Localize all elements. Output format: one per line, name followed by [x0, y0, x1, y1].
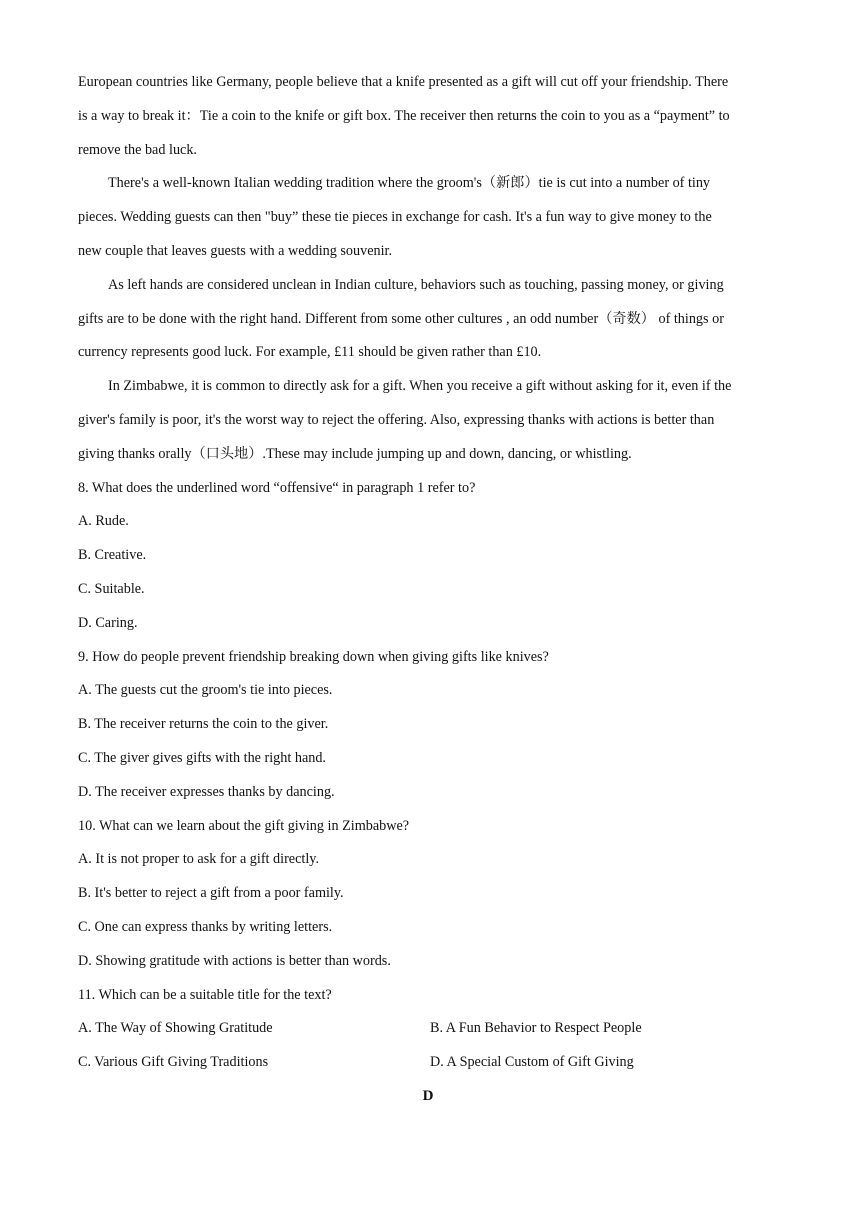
option-d: D. A Special Custom of Gift Giving [430, 1054, 634, 1071]
option-d: D. Showing gratitude with actions is better than words. [78, 952, 391, 969]
option-b: B. Creative. [78, 547, 147, 564]
text-line: remove the bad luck. [78, 141, 197, 158]
option-a: A. The guests cut the groom's tie into pieces. [78, 682, 333, 699]
option-b: B. A Fun Behavior to Respect People [430, 1020, 642, 1037]
text-line: pieces. Wedding guests can then "buy” these tie pieces in exchange for cash. It's a fun way to give money to the [78, 209, 712, 226]
paragraph-india [78, 269, 778, 370]
text-line: new couple that leaves guests with a wedding souvenir. [78, 242, 393, 259]
paragraph-italy [78, 167, 778, 268]
option-b: B. The receiver returns the coin to the giver. [78, 716, 329, 733]
option-c: C. One can express thanks by writing letters. [78, 918, 333, 935]
question-10 [78, 810, 778, 979]
question-8 [78, 472, 778, 641]
text-line: European countries like Germany, people believe that a knife presented as a gift will cut off your friendship. There [78, 74, 729, 90]
options-row [78, 1012, 778, 1046]
question-9 [78, 641, 778, 810]
text-line: giver's family is poor, it's the worst way to reject the offering. Also, expressing thanks with actions is better than [78, 411, 715, 428]
document-page [78, 66, 778, 1114]
question-stem: 9. How do people prevent friendship breaking down when giving gifts like knives? [78, 648, 549, 665]
option-d: D. Caring. [78, 614, 138, 631]
text-line: giving thanks orally（口头地）.These may include jumping up and down, dancing, or whistling. [78, 445, 632, 462]
option-c: C. Suitable. [78, 580, 145, 597]
text-line: gifts are to be done with the right hand. Different from some other cultures , an odd number（奇数） of things or [78, 310, 724, 327]
question-11 [78, 979, 778, 1080]
option-d: D. The receiver expresses thanks by dancing. [78, 783, 335, 800]
question-stem: 11. Which can be a suitable title for the text? [78, 986, 332, 1003]
text-line: As left hands are considered unclean in Indian culture, behaviors such as touching, passing money, or giving [108, 276, 724, 293]
option-a: A. Rude. [78, 513, 129, 530]
text-line: currency represents good luck. For example, £11 should be given rather than £10. [78, 344, 542, 361]
section-heading: D [422, 1087, 434, 1104]
text-line: In Zimbabwe, it is common to directly ask for a gift. When you receive a gift without asking for it, even if the [108, 378, 732, 395]
question-stem: 8. What does the underlined word “offensive“ in paragraph 1 refer to? [78, 479, 476, 496]
text-line: is a way to break it：Tie a coin to the knife or gift box. The receiver then returns the coin to you as a “payment” to [78, 107, 730, 124]
options-row [78, 1046, 778, 1080]
option-a: A. The Way of Showing Gratitude [78, 1020, 273, 1037]
question-stem: 10. What can we learn about the gift giving in Zimbabwe? [78, 817, 410, 834]
paragraph-zimbabwe [78, 370, 778, 471]
text-line: There's a well-known Italian wedding tradition where the groom's（新郎）tie is cut into a number of tiny [108, 175, 711, 192]
option-a: A. It is not proper to ask for a gift directly. [78, 851, 319, 868]
paragraph-germany [78, 66, 778, 167]
option-b: B. It's better to reject a gift from a poor family. [78, 885, 344, 902]
option-c: C. The giver gives gifts with the right hand. [78, 749, 326, 766]
option-c: C. Various Gift Giving Traditions [78, 1054, 269, 1071]
